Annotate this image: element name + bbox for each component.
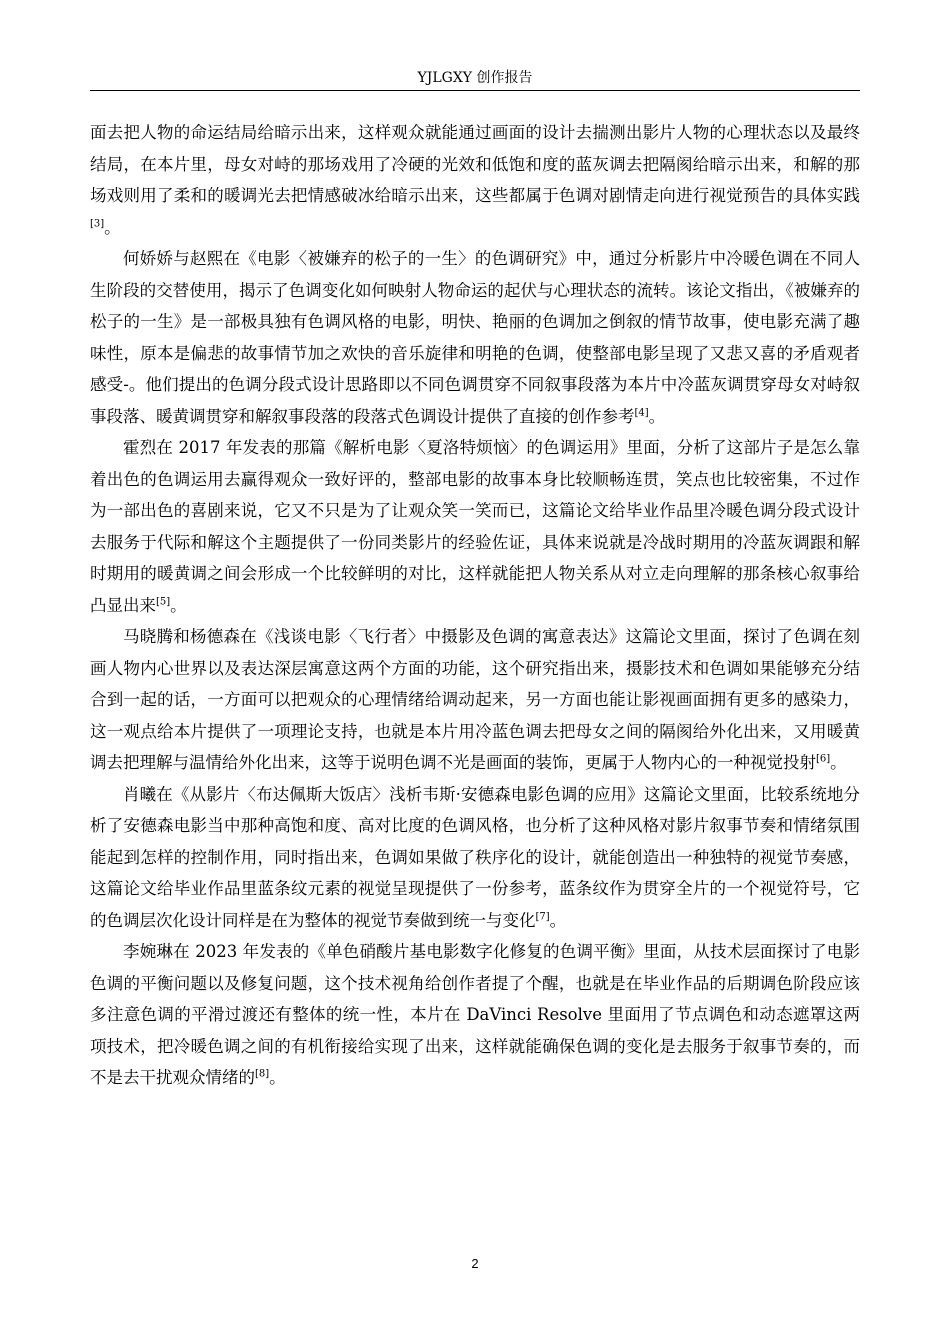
citation-6: [6] <box>816 753 831 765</box>
page-header <box>90 68 860 91</box>
paragraph-text: 面去把人物的命运结局给暗示出来，这样观众就能通过画面的设计去揣测出影片人物的心理状态以及最终结局，在本片里，母女对峙的那场戏用了冷硬的光效和低饱和度的蓝灰调去把隔阂给暗示出来，和解的那场戏则用了柔和的暖调光去把情感破冰给暗示出来，这些都属于色调对剧情走向进行视觉预告的具体实践 <box>90 123 860 205</box>
body-text <box>90 117 860 1094</box>
citation-7: [7] <box>535 911 550 922</box>
paragraph-end: 。 <box>170 595 187 615</box>
header-title: YJLGXY 创作报告 <box>417 70 533 86</box>
paragraph-end: 。 <box>648 406 666 426</box>
paragraph-huo-lie <box>90 432 860 621</box>
citation-3: [3] <box>90 218 105 229</box>
paragraph-end: 。 <box>549 910 567 930</box>
page-number: 2 <box>471 1256 479 1271</box>
paragraph-xiao-xi <box>90 779 860 937</box>
citation-5: [5] <box>156 596 171 607</box>
paragraph-li-wanlin <box>90 936 860 1094</box>
paragraph-text: 肖曦在《从影片〈布达佩斯大饭店〉浅析韦斯·安德森电影色调的应用》这篇论文里面，比较系统地分析了安德森电影当中那种高饱和度、高对比度的色调风格，也分析了这种风格对影片叙事节奏和情绪氛围能起到怎样的控制作用，同时指出来，色调如果做了秩序化的设计，就能创造出一种独特的视觉节奏感，这篇论文给毕业作品里蓝条纹元素的视觉呈现提供了一份参考，蓝条纹作为贯穿全片的一个视觉符号，它的色调层次化设计同样是在为整体的视觉节奏做到统一与变化 <box>90 784 860 930</box>
paragraph-text: 霍烈在 2017 年发表的那篇《解析电影〈夏洛特烦恼〉的色调运用》里面，分析了这部片子是怎么靠着出色的色调运用去赢得观众一致好评的，整部电影的故事本身比较顺畅连贯，笑点也比较密集，不过作为一部出色的喜剧来说，它又不只是为了让观众笑一笑而已，这篇论文给毕业作品里冷暖色调分段式设计去服务于代际和解这个主题提供了一份同类影片的经验佐证，具体来说就是冷战时期用的冷蓝灰调跟和解时期用的暖黄调之间会形成一个比较鲜明的对比，这样就能把人物关系从对立走向理解的那条核心叙事给凸显出来 <box>90 438 860 615</box>
paragraph-end: 。 <box>104 217 121 237</box>
paragraph-text: 何娇娇与赵熙在《电影〈被嫌弃的松子的一生〉的色调研究》中，通过分析影片中冷暖色调在不同人生阶段的交替使用，揭示了色调变化如何映射人物命运的起伏与心理状态的流转。该论文指出，《被嫌弃的松子的一生》是一部极具独有色调风格的电影，明快、艳丽的色调加之倒叙的情节故事，使电影充满了趣味性，原本是偏悲的故事情节加之欢快的音乐旋律和明艳的色调，使整部电影呈现了又悲又喜的矛盾观者感受-。他们提出的色调分段式设计思路即以不同色调贯穿不同叙事段落为本片中冷蓝灰调贯穿母女对峙叙事段落、暖黄调贯穿和解叙事段落的段落式色调设计提供了直接的创作参考 <box>90 249 860 426</box>
paragraph-he-zhao <box>90 243 860 432</box>
paragraph-end: 。 <box>830 753 847 772</box>
paragraph-ma-yang <box>90 621 860 779</box>
paragraph-text: 李婉琳在 2023 年发表的《单色硝酸片基电影数字化修复的色调平衡》里面，从技术层面探讨了电影色调的平衡问题以及修复问题，这个技术视角给创作者提了个醒，也就是在毕业作品的后期调色阶段应该多注意色调的平滑过渡还有整体的统一性，本片在 DaVinci Resolve 里面用了节点调色和动态遮罩这两项技术，把冷暖色调之间的有机衔接给实现了出来，这样就能确保色调的变化是去服务于叙事节奏的，而不是去干扰观众情绪的 <box>90 942 860 1087</box>
paragraph-text: 马晓腾和杨德森在《浅谈电影〈飞行者〉中摄影及色调的寓意表达》这篇论文里面，探讨了色调在刻画人物内心世界以及表达深层寓意这两个方面的功能，这个研究指出来，摄影技术和色调如果能够充分结合到一起的话，一方面可以把观众的心理情绪给调动起来，另一方面也能让影视画面拥有更多的感染力，这一观点给本片提供了一项理论支持，也就是本片用冷蓝色调去把母女之间的隔阂给外化出来，又用暖黄调去把理解与温情给外化出来，这等于说明色调不光是画面的装饰，更属于人物内心的一种视觉投射 <box>90 627 860 772</box>
citation-4: [4] <box>634 407 649 418</box>
paragraph-end: 。 <box>269 1068 286 1087</box>
paragraph-continued <box>90 117 860 243</box>
citation-8: [8] <box>255 1068 270 1080</box>
